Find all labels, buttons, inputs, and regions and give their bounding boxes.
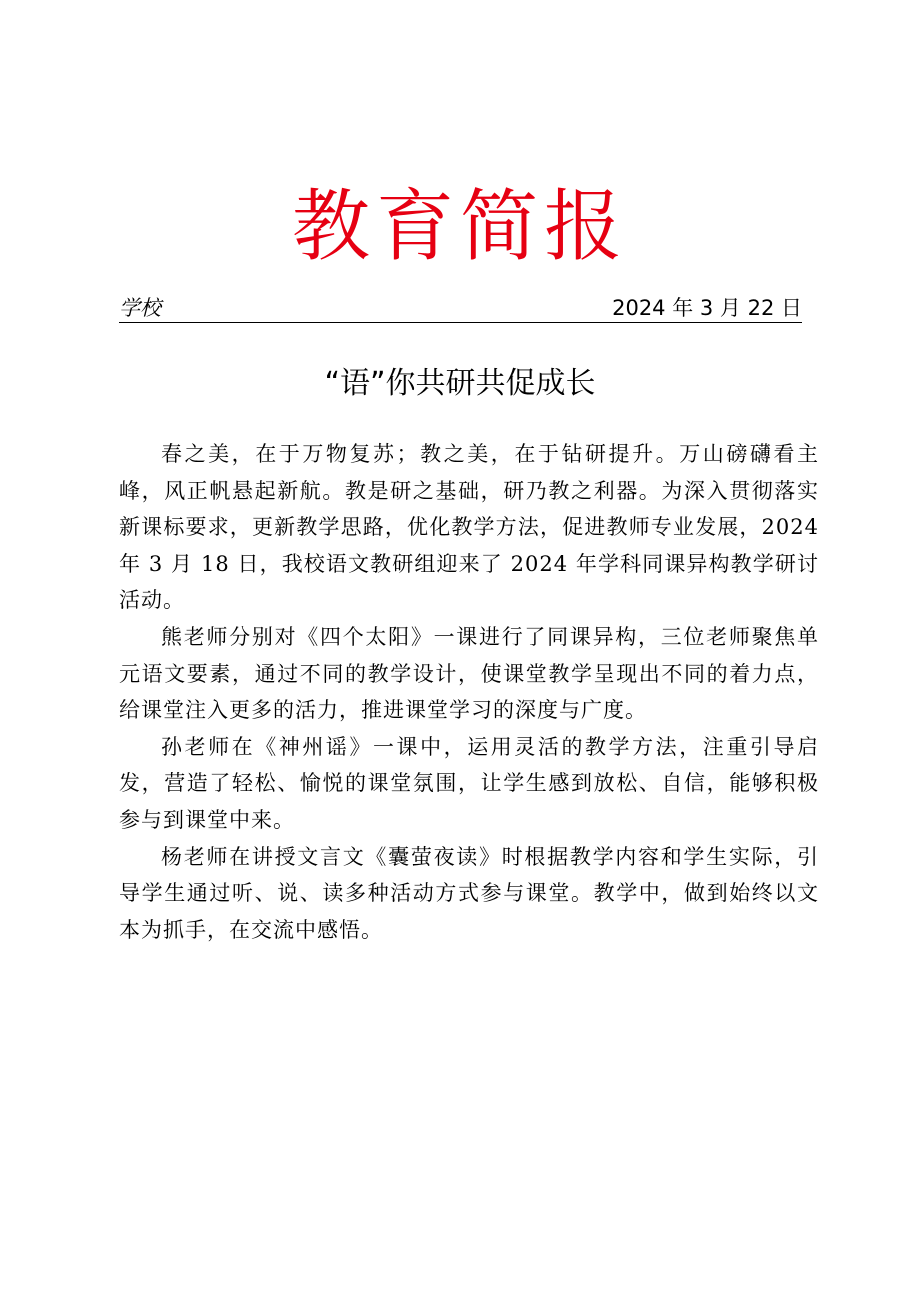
- paragraph: 春之美，在于万物复苏；教之美，在于钻研提升。万山磅礴看主峰，风正帆悬起新航。教是研之基础，研乃教之利器。为深入贯彻落实新课标要求，更新教学思路，优化教学方法，促进教师专业发展，2024 年 3 月 18 日，我校语文教研组迎来了 2024 年学科同课异构教学研讨活动。: [119, 442, 819, 613]
- paragraph: 杨老师在讲授文言文《囊萤夜读》时根据教学内容和学生实际，引导学生通过听、说、读多种活动方式参与课堂。教学中，做到始终以文本为抓手，在交流中感悟。: [119, 844, 819, 942]
- paragraph: 熊老师分别对《四个太阳》一课进行了同课异构，三位老师聚焦单元语文要素，通过不同的教学设计，使课堂教学呈现出不同的着力点，给课堂注入更多的活力，推进课堂学习的深度与广度。: [119, 624, 819, 723]
- article-body: [119, 436, 819, 948]
- paragraph: 孙老师在《神州谣》一课中，运用灵活的教学方法，注重引导启发，营造了轻松、愉悦的课堂氛围，让学生感到放松、自信，能够积极参与到课堂中来。: [119, 734, 819, 832]
- issue-date: 2024 年 3 月 22 日: [612, 296, 802, 320]
- article-title: “语”你共研共促成长: [324, 366, 596, 401]
- header-info-line: [119, 294, 802, 323]
- school-label: 学校: [119, 296, 161, 320]
- newsletter-masthead: 教育简报: [291, 182, 628, 272]
